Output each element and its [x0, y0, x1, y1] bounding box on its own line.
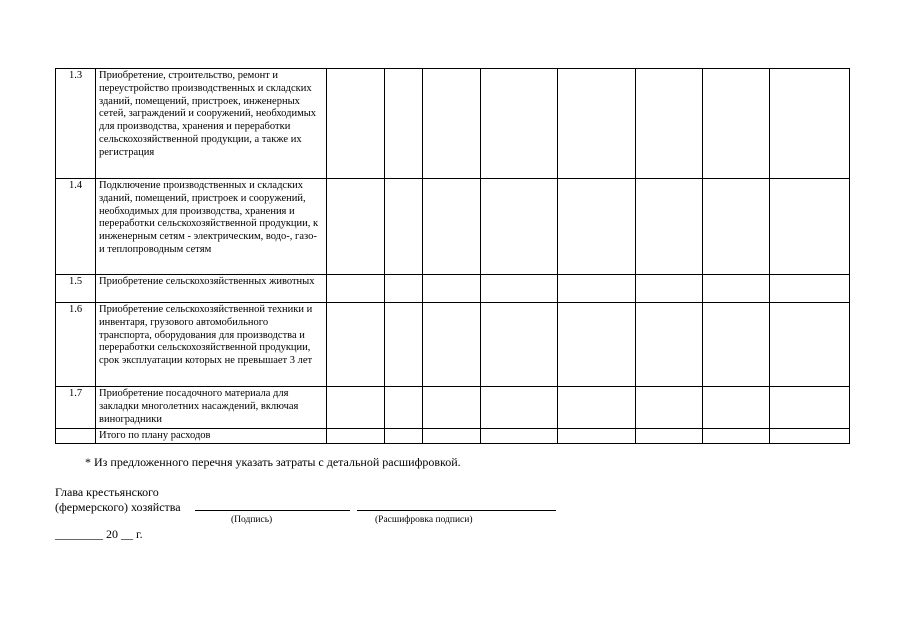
- empty-value-cell: [770, 387, 850, 429]
- empty-value-cell: [327, 179, 385, 275]
- empty-value-cell: [636, 303, 703, 387]
- expense-plan-table: [55, 68, 850, 444]
- empty-value-cell: [703, 303, 770, 387]
- table-row: [56, 69, 850, 179]
- empty-value-cell: [423, 429, 481, 444]
- empty-value-cell: [385, 179, 423, 275]
- empty-value-cell: [481, 429, 558, 444]
- empty-value-cell: [327, 69, 385, 179]
- expense-item-name: Приобретение посадочного материала для закладки многолетних насаждений, включая виноградники: [96, 387, 327, 429]
- empty-value-cell: [636, 179, 703, 275]
- row-number: 1.5: [56, 275, 96, 303]
- signature-caption: (Подпись): [231, 515, 273, 525]
- empty-value-cell: [703, 429, 770, 444]
- empty-value-cell: [558, 429, 636, 444]
- empty-value-cell: [385, 429, 423, 444]
- empty-value-cell: [385, 275, 423, 303]
- empty-value-cell: [636, 275, 703, 303]
- empty-value-cell: [770, 429, 850, 444]
- date-line: ________ 20 __ г.: [55, 527, 143, 541]
- empty-value-cell: [481, 387, 558, 429]
- table-row: [56, 387, 850, 429]
- row-number: 1.4: [56, 179, 96, 275]
- empty-value-cell: [385, 387, 423, 429]
- empty-value-cell: [636, 387, 703, 429]
- empty-value-cell: [636, 429, 703, 444]
- expense-item-name: Итого по плану расходов: [96, 429, 327, 444]
- empty-value-cell: [770, 303, 850, 387]
- empty-value-cell: [558, 303, 636, 387]
- empty-value-cell: [327, 275, 385, 303]
- empty-value-cell: [481, 179, 558, 275]
- empty-value-cell: [558, 69, 636, 179]
- signature-line: [195, 510, 350, 511]
- empty-value-cell: [770, 179, 850, 275]
- table-row: [56, 429, 850, 444]
- empty-value-cell: [636, 69, 703, 179]
- empty-value-cell: [423, 69, 481, 179]
- row-number: 1.6: [56, 303, 96, 387]
- table-row: [56, 275, 850, 303]
- empty-value-cell: [327, 303, 385, 387]
- footnote: * Из предложенного перечня указать затраты с детальной расшифровкой.: [85, 455, 461, 469]
- expense-item-name: Приобретение сельскохозяйственных животных: [96, 275, 327, 303]
- empty-value-cell: [385, 303, 423, 387]
- empty-value-cell: [481, 275, 558, 303]
- row-number: 1.7: [56, 387, 96, 429]
- empty-value-cell: [558, 275, 636, 303]
- row-number: 1.3: [56, 69, 96, 179]
- signature-decoding-caption: (Расшифровка подписи): [375, 515, 473, 525]
- empty-value-cell: [481, 303, 558, 387]
- empty-value-cell: [703, 275, 770, 303]
- empty-value-cell: [703, 69, 770, 179]
- empty-value-cell: [423, 387, 481, 429]
- empty-value-cell: [327, 429, 385, 444]
- expense-item-name: Подключение производственных и складских зданий, помещений, пристроек и сооружений, необходимых для производства, хранения и переработки сельскохозяйственной продукции, к инженерным сетям - электрическим, водо-, газо- и теплопроводным сетям: [96, 179, 327, 275]
- empty-value-cell: [481, 69, 558, 179]
- signature-decoding-line: [357, 510, 556, 511]
- empty-value-cell: [558, 179, 636, 275]
- table-row: [56, 179, 850, 275]
- expense-item-name: Приобретение, строительство, ремонт и переустройство производственных и складских зданий, помещений, пристроек, инженерных сетей, заграждений и сооружений, необходимых для производства, хранения и переработки сельскохозяйственной продукции, а также их регистрация: [96, 69, 327, 179]
- expense-item-name: Приобретение сельскохозяйственной техники и инвентаря, грузового автомобильного транспорта, оборудования для производства и переработки сельскохозяйственной продукции, срок эксплуатации которых не превышает 3 лет: [96, 303, 327, 387]
- empty-value-cell: [770, 69, 850, 179]
- table-row: [56, 303, 850, 387]
- empty-value-cell: [327, 387, 385, 429]
- row-number: [56, 429, 96, 444]
- empty-value-cell: [558, 387, 636, 429]
- signatory-title-line1: Глава крестьянского: [55, 485, 159, 499]
- signatory-title: [55, 485, 181, 515]
- empty-value-cell: [423, 179, 481, 275]
- empty-value-cell: [385, 69, 423, 179]
- empty-value-cell: [423, 303, 481, 387]
- signatory-title-line2: (фермерского) хозяйства: [55, 500, 181, 514]
- empty-value-cell: [703, 179, 770, 275]
- empty-value-cell: [703, 387, 770, 429]
- empty-value-cell: [423, 275, 481, 303]
- empty-value-cell: [770, 275, 850, 303]
